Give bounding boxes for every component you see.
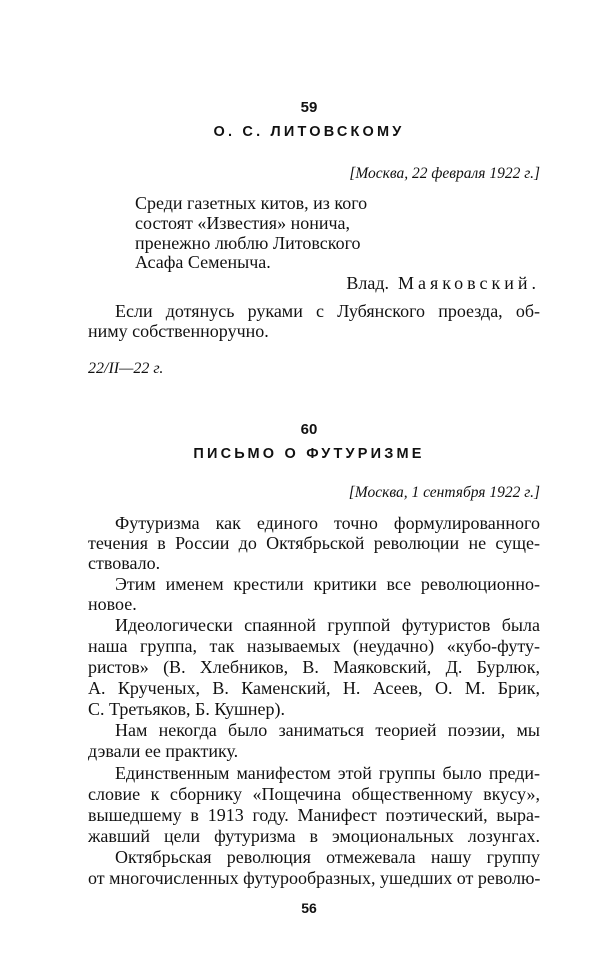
- body-line: А. Крученых, В. Каменский, Н. Асеев, О. М. Брик,: [88, 678, 540, 698]
- body-line: ствовало.: [88, 553, 161, 573]
- page-number: 56: [301, 900, 317, 916]
- body-line: новое.: [88, 594, 137, 614]
- letter-date: [Москва, 1 сентября 1922 г.]: [348, 484, 540, 501]
- signature: [346, 273, 540, 294]
- letter-title: ПИСЬМО О ФУТУРИЗМЕ: [193, 446, 425, 462]
- body-line: Нам некогда было заниматься теорией поэзии, мы: [115, 720, 540, 740]
- letter-number: 59: [300, 99, 318, 116]
- closing-date: 22/II—22 г.: [88, 360, 164, 377]
- body-line: жавший цели футуризма в эмоциональных лозунгах.: [88, 826, 540, 846]
- signature-last: Маяковский.: [398, 273, 540, 293]
- prose-line: ниму собственноручно.: [88, 321, 269, 341]
- body-line: течения в России до Октябрьской революции не суще-: [88, 533, 540, 553]
- letter-date: [Москва, 22 февраля 1922 г.]: [349, 165, 540, 182]
- letter-title: О. С. ЛИТОВСКОМУ: [213, 124, 405, 140]
- body-line: ристов» (В. Хлебников, В. Маяковский, Д. Бурлюк,: [88, 657, 540, 677]
- body-line: словие к сборнику «Пощечина общественному вкусу»,: [88, 784, 540, 804]
- body-line: Футуризма как единого точно формулированного: [115, 513, 540, 533]
- poem-line: пренежно люблю Литовского: [135, 233, 361, 253]
- poem-line: Среди газетных китов, из кого: [135, 193, 368, 213]
- body-line: Единственным манифестом этой группы было преди-: [115, 763, 540, 783]
- poem-line: состоят «Известия» нонича,: [135, 213, 351, 233]
- body-line: вышедшему в 1913 году. Манифест поэтический, выра-: [88, 805, 540, 825]
- body-line: Этим именем крестили критики все революционно-: [115, 574, 540, 594]
- signature-first: Влад.: [346, 273, 389, 293]
- letter-number: 60: [300, 421, 318, 438]
- body-line: наша группа, так называемых (неудачно) «кубо-футу-: [88, 636, 540, 656]
- body-line: от многочисленных футурообразных, ушедших от револю-: [88, 868, 541, 888]
- body-line: Октябрьская революция отмежевала нашу группу: [115, 847, 540, 867]
- body-line: Идеологически спаянной группой футуристов была: [115, 615, 540, 635]
- poem-line: Асафа Семеныча.: [135, 252, 271, 272]
- prose-line: Если дотянусь руками с Лубянского проезда, об-: [115, 301, 540, 321]
- body-line: дэвали ее практику.: [88, 741, 239, 761]
- body-line: С. Третьяков, Б. Кушнер).: [88, 699, 285, 719]
